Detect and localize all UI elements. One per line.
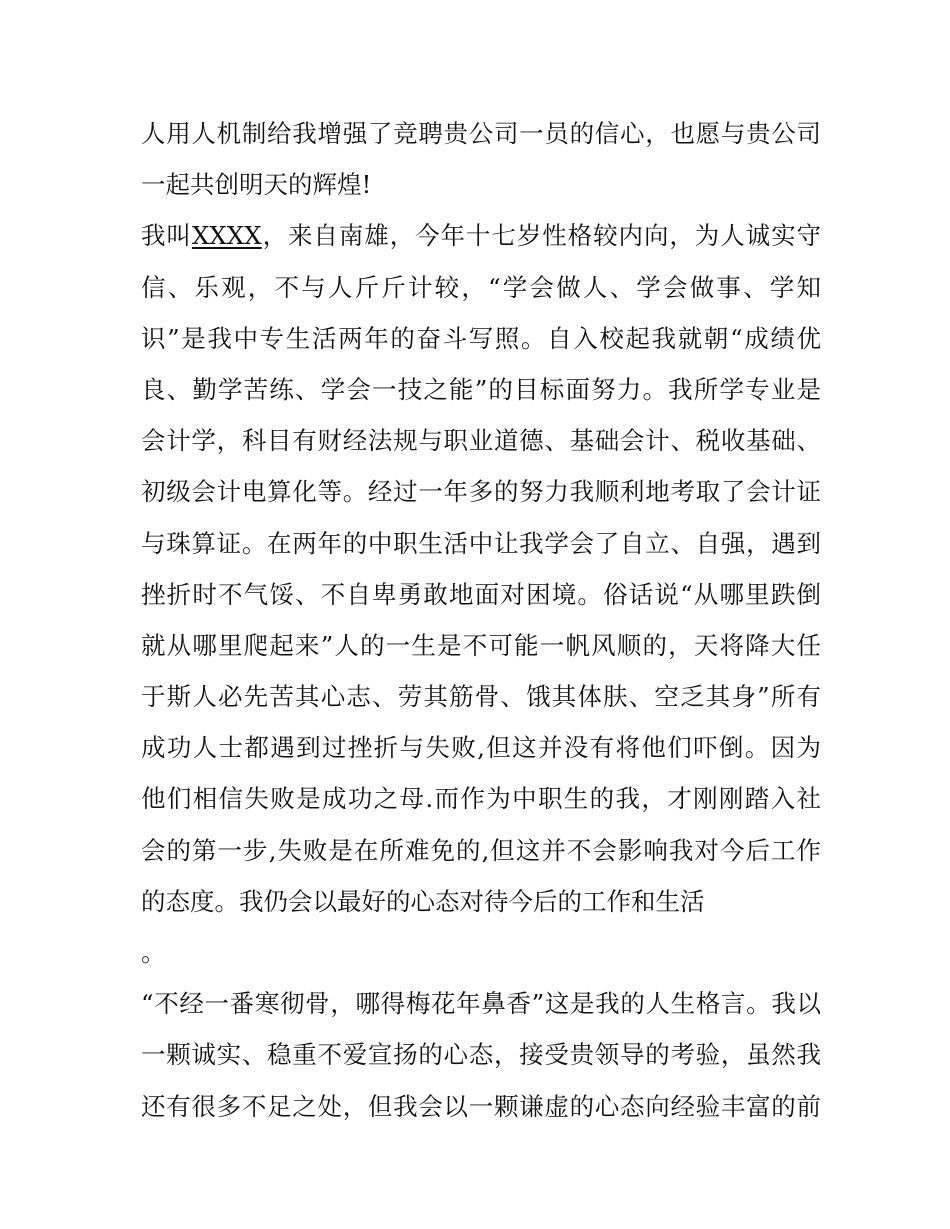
intro-prefix: 我叫 [141,221,192,251]
text-line: 信、乐观，不与人斤斤计较，“学会做人、学会做事、学知 [141,272,821,302]
text-line: 会计学，科目有财经法规与职业道德、基础会计、税收基础、 [141,426,821,456]
intro-rest: ，来自南雄，今年十七岁性格较内向，为人诚实守 [261,221,821,251]
text-line: 一起共创明天的辉煌! [141,170,372,200]
text-line: 一颗诚实、稳重不爱宣扬的心态，接受贵领导的考验，虽然我 [141,1040,821,1070]
text-line: 良、勤学苦练、学会一技之能”的目标面努力。我所学专业是 [141,374,821,404]
name-placeholder: XXXX [191,221,262,251]
text-line: 识”是我中专生活两年的奋斗写照。自入校起我就朝“成绩优 [141,323,821,353]
text-line: 挫折时不气馁、不自卑勇敢地面对困境。俗话说“从哪里跌倒 [141,579,821,609]
document-body [141,108,821,1132]
text-line: “不经一番寒彻骨，哪得梅花年鼻香”这是我的人生格言。我以 [141,989,821,1019]
text-line: 成功人士都遇到过挫折与失败,但这并没有将他们吓倒。因为 [141,733,821,763]
text-line-intro [141,210,821,261]
text-line: 会的第一步,失败是在所难免的,但这并不会影响我对今后工作 [141,835,821,865]
text-line: 还有很多不足之处，但我会以一颗谦虚的心态向经验丰富的前 [141,1091,821,1121]
text-line: 。 [141,938,166,967]
text-line: 于斯人必先苦其心志、劳其筋骨、饿其体肤、空乏其身”所有 [141,682,821,712]
text-line: 的态度。我仍会以最好的心态对待今后的工作和生活 [141,886,705,916]
text-line: 就从哪里爬起来”人的一生是不可能一帆风顺的，天将降大任 [141,630,821,660]
text-line: 人用人机制给我增强了竞聘贵公司一员的信心，也愿与贵公司 [141,119,821,148]
text-line: 与珠算证。在两年的中职生活中让我学会了自立、自强，遇到 [141,528,821,558]
text-line: 初级会计电算化等。经过一年多的努力我顺利地考取了会计证 [141,477,821,507]
text-line: 他们相信失败是成功之母.而作为中职生的我，才刚刚踏入社 [141,784,821,814]
